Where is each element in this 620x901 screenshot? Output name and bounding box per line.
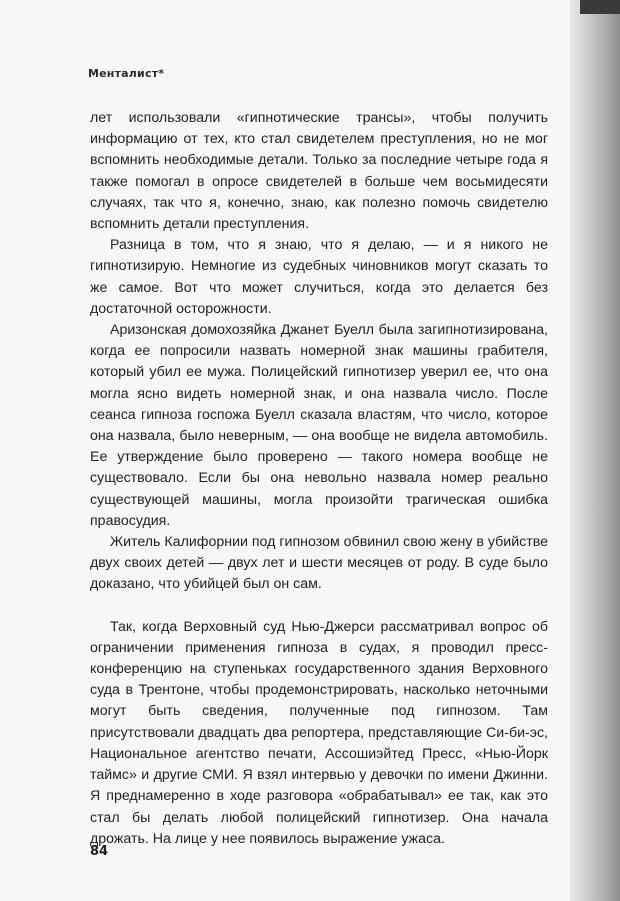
running-header-title: Менталист* — [88, 67, 165, 80]
paragraph: Аризонская домохозяйка Джанет Буелл была загипнотизирована, когда ее попросили назвать номерной знак машины грабителя, который убил ее мужа. Полицейский гипнотизер уверил ее, что она могла ясно видеть номерной знак, и она назвала число. После сеанса гипноза госпожа Буелл сказала властям, что число, которое она назвала, было неверным, — она вообще не видела автомобиль. Ее утверждение было проверено — такого номера вообще не существовало. Если бы она невольно назвала номер реально существующей машины, могла произойти трагическая ошибка правосудия. — [90, 322, 548, 529]
page-number: 84 — [90, 844, 109, 859]
page-body-text — [90, 108, 548, 850]
paragraph: лет использовали «гипнотические трансы», чтобы получить информацию от тех, кто стал свидетелем преступления, но не мог вспомнить необходимые детали. Только за последние четыре года я также помогал в опросе свидетелей в больше чем восьмидесяти случаях, так что я, конечно, знаю, как полезно помочь свидетелю вспомнить детали преступления. — [90, 110, 548, 233]
paragraph: Житель Калифорнии под гипнозом обвинил свою жену в убийстве двух своих детей — двух лет и шести месяцев от роду. В суде было доказано, что убийцей был он сам. — [90, 534, 548, 593]
book-spine-shadow — [570, 0, 620, 901]
paragraph: Разница в том, что я знаю, что я делаю, — и я никого не гипнотизирую. Немногие из судебных чиновников могут сказать то же самое. Вот что может случиться, когда это делается без достаточной осторожности. — [90, 237, 548, 317]
paragraph: Так, когда Верховный суд Нью-Джерси рассматривал вопрос об ограничении применения гипноза в судах, я проводил пресс-конференцию на ступеньках государственного здания Верховного суда в Трентоне, чтобы продемонстрировать, насколько неточными могут быть сведения, полученные под гипнозом. Там присутствовали двадцать два репортера, представляющие Си-би-эс, Национальное агентство печати, Ассошиэйтед Пресс, «Нью-Йорк таймс» и другие СМИ. Я взял интервью у девочки по имени Джинни. Я преднамеренно в ходе разговора «обрабатывал» ее так, как это стал бы делать любой полицейский гипнотизер. Она начала дрожать. На лице у нее появилось выражение ужаса. — [90, 618, 548, 847]
scan-edge-mark — [580, 0, 620, 14]
